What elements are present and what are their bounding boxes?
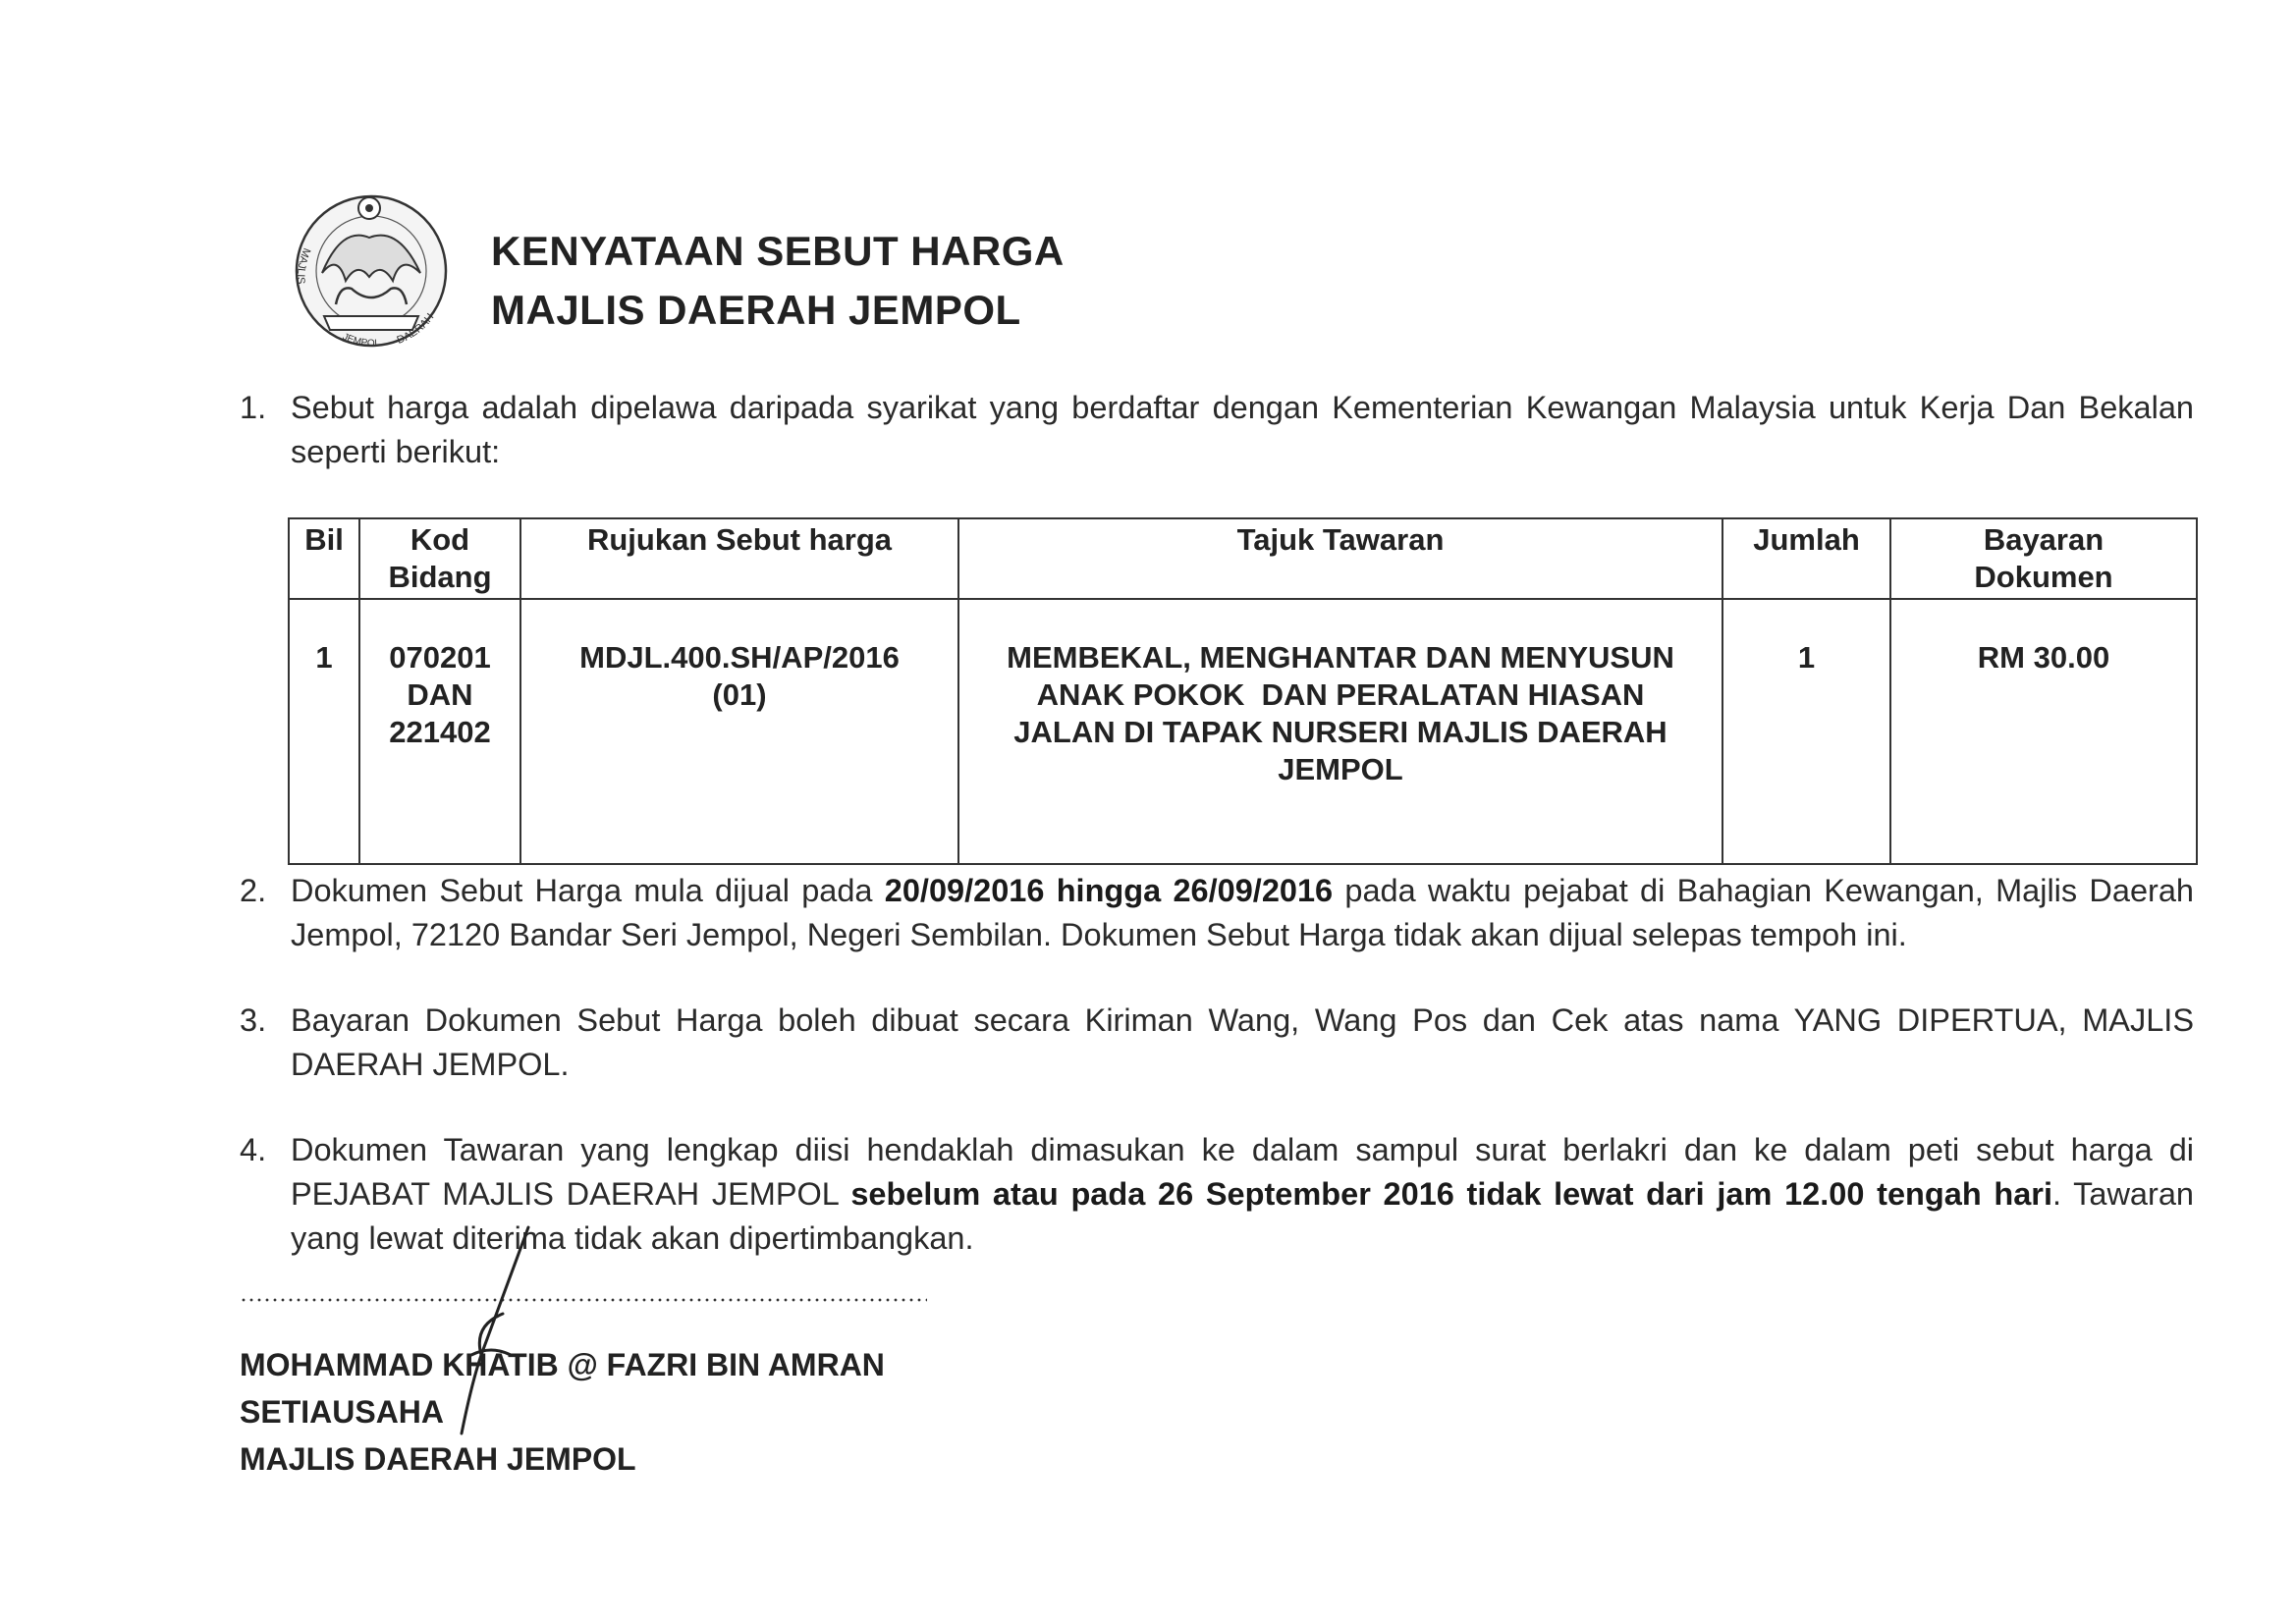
cell-rujukan: MDJL.400.SH/AP/2016 (01) [520,599,958,864]
header-kod-bidang: Kod Bidang [359,518,520,599]
cell-bil: 1 [289,599,359,864]
paragraph-number: 4. [240,1132,267,1167]
council-seal-icon [283,187,460,363]
table-row [289,599,2197,864]
header-bayaran: Bayaran Dokumen [1890,518,2197,599]
table-header-row [289,518,2197,599]
quotation-table [288,517,2198,865]
paragraph-2 [240,869,2194,957]
cell-bayaran: RM 30.00 [1890,599,2197,864]
seal-ring-right-text: DAERAH [395,311,437,347]
notice-title: KENYATAAN SEBUT HARGA [491,228,1065,274]
header-rujukan: Rujukan Sebut harga [520,518,958,599]
paragraph-number: 1. [240,390,267,425]
paragraph-1 [240,386,2194,474]
council-name-title: MAJLIS DAERAH JEMPOL [491,287,1021,333]
deadline-text: sebelum atau pada 26 September 2016 tidak lewat dari jam 12.00 tengah hari [850,1176,2052,1212]
cell-tajuk: MEMBEKAL, MENGHANTAR DAN MENYUSUN ANAK POKOK DAN PERALATAN HIASAN JALAN DI TAPAK NURSERI MAJLIS DAERAH JEMPOL [958,599,1722,864]
cell-kod-bidang: 070201 DAN 221402 [359,599,520,864]
paragraph-number: 2. [240,873,267,908]
paragraph-text: Sebut harga adalah dipelawa daripada syarikat yang berdaftar dengan Kementerian Kewangan Malaysia untuk Kerja Dan Bekalan seperti berikut: [291,390,2194,469]
signature-dotted-line [240,1298,927,1302]
header-jumlah: Jumlah [1722,518,1890,599]
paragraph-text: Bayaran Dokumen Sebut Harga boleh dibuat secara Kiriman Wang, Wang Pos dan Cek atas nama YANG DIPERTUA, MAJLIS DAERAH JEMPOL. [291,1002,2194,1082]
cell-jumlah: 1 [1722,599,1890,864]
handwritten-signature [412,1208,570,1473]
paragraph-text: Dokumen Sebut Harga mula dijual pada 20/09/2016 hingga 26/09/2016 pada waktu pejabat di Bahagian Kewangan, Majlis Daerah Jempol, 72120 Bandar Seri Jempol, Negeri Sembilan. Dokumen Sebut Harga tidak akan dijual selepas tempoh ini. [291,873,2195,952]
seal-ring-bottom-text: JEMPOL [340,331,381,350]
header-tajuk: Tajuk Tawaran [958,518,1722,599]
paragraph-text: Dokumen Tawaran yang lengkap diisi hendaklah dimasukan ke dalam sampul surat berlakri dan ke dalam peti sebut harga di PEJABAT MAJLIS DAERAH JEMPOL sebelum atau pada 26 September 2016 tidak lewat dari jam 12.00 tengah hari. Tawaran yang lewat diterima tidak akan dipertimbangkan. [291,1132,2194,1256]
header-bil: Bil [289,518,359,599]
signatory-name: MOHAMMAD KHATIB @ FAZRI BIN AMRAN [240,1347,885,1382]
signatory-position: SETIAUSAHA [240,1394,445,1430]
seal-ring-left-text: MAJLIS [294,245,313,285]
sale-period: 20/09/2016 hingga 26/09/2016 [884,873,1334,908]
signatory-organisation: MAJLIS DAERAH JEMPOL [240,1441,636,1477]
paragraph-3 [240,999,2194,1087]
paragraph-number: 3. [240,1002,267,1038]
